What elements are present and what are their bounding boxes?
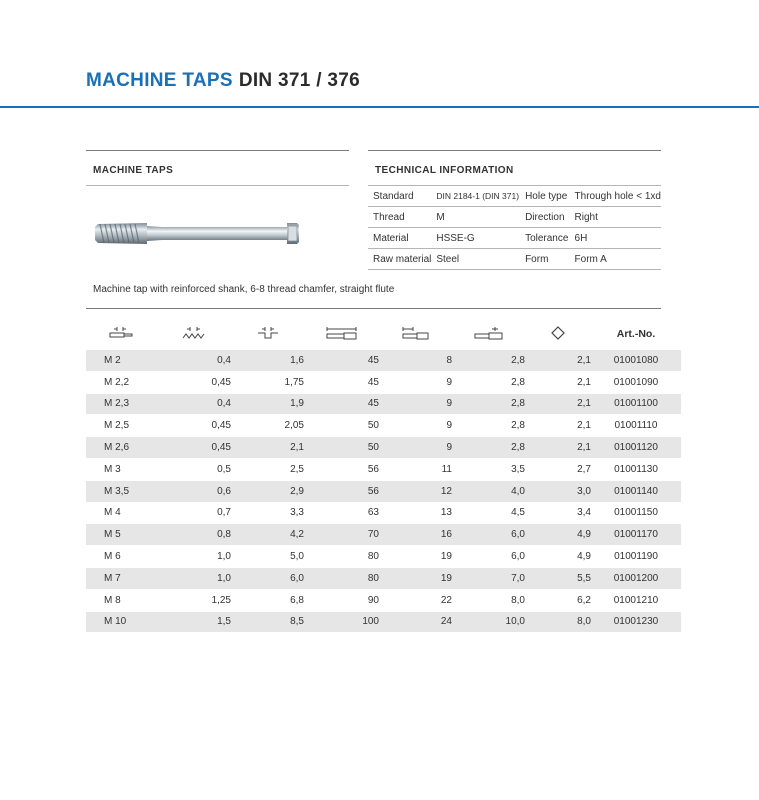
size-table-body [86,350,681,633]
thread-length-cell: 9 [379,393,452,415]
square-icon [525,318,591,350]
thread-length-cell: 19 [379,546,452,568]
pitch-icon [156,318,231,350]
total-length-cell: 50 [304,437,379,459]
thread-size-cell: M 5 [86,524,156,546]
tech-label: Direction [520,207,569,228]
pitch-cell: 0,45 [156,437,231,459]
table-row [86,502,681,524]
square-cell: 5,5 [525,567,591,589]
square-cell: 2,1 [525,371,591,393]
shank-diameter-cell: 4,5 [452,502,525,524]
shank-diameter-cell: 2,8 [452,350,525,371]
table-row [86,415,681,437]
art-no-cell: 01001120 [591,437,681,459]
drill-diameter-cell: 5,0 [231,546,304,568]
shank-diameter-cell: 7,0 [452,567,525,589]
pitch-cell: 0,8 [156,524,231,546]
thread-length-cell: 12 [379,480,452,502]
shank-diameter-cell: 2,8 [452,437,525,459]
thread-length-cell: 9 [379,371,452,393]
drill-diameter-cell: 6,0 [231,567,304,589]
thread-size-cell: M 7 [86,567,156,589]
thread-size-cell: M 2,6 [86,437,156,459]
thread-size-cell: M 3,5 [86,480,156,502]
art-no-cell: 01001190 [591,546,681,568]
technical-info-table [368,185,661,270]
thread-size-cell: M 2,2 [86,371,156,393]
art-no-cell: 01001090 [591,371,681,393]
art-no-cell: 01001140 [591,480,681,502]
art-no-cell: 01001230 [591,611,681,633]
drill-diameter-cell: 2,1 [231,437,304,459]
drill-diameter-cell: 2,5 [231,458,304,480]
pitch-cell: 0,5 [156,458,231,480]
technical-section-title: TECHNICAL INFORMATION [375,165,514,176]
thread-length-cell: 8 [379,350,452,371]
tech-row [368,228,661,249]
shank-diameter-icon [452,318,525,350]
page-title-main: MACHINE TAPS [86,70,233,91]
pitch-cell: 0,4 [156,350,231,371]
tech-label: Raw material [368,249,431,270]
table-row [86,350,681,371]
total-length-cell: 70 [304,524,379,546]
pitch-cell: 0,7 [156,502,231,524]
tech-value: Right [570,207,661,228]
total-length-cell: 90 [304,589,379,611]
thread-length-cell: 22 [379,589,452,611]
total-length-cell: 63 [304,502,379,524]
drill-diameter-cell: 1,6 [231,350,304,371]
product-description: Machine tap with reinforced shank, 6-8 thread chamfer, straight flute [93,284,395,295]
table-row [86,393,681,415]
art-no-cell: 01001130 [591,458,681,480]
page-title [86,70,360,92]
tech-label: Material [368,228,431,249]
thread-size-cell: M 8 [86,589,156,611]
square-cell: 2,7 [525,458,591,480]
tech-label: Hole type [520,186,569,207]
thread-size-cell: M 6 [86,546,156,568]
art-no-cell: 01001080 [591,350,681,371]
tech-value: Through hole < 1xd [570,186,661,207]
tech-label: Standard [368,186,431,207]
table-row [86,567,681,589]
pitch-cell: 0,6 [156,480,231,502]
square-cell: 4,9 [525,524,591,546]
drill-diameter-cell: 3,3 [231,502,304,524]
drill-diameter-cell: 1,75 [231,371,304,393]
table-row [86,458,681,480]
thread-length-cell: 9 [379,415,452,437]
table-row [86,437,681,459]
art-no-cell: 01001210 [591,589,681,611]
tech-value: Form A [570,249,661,270]
square-cell: 2,1 [525,437,591,459]
table-row [86,524,681,546]
total-length-cell: 45 [304,350,379,371]
tech-label: Form [520,249,569,270]
tech-row [368,249,661,270]
drill-diameter-icon [231,318,304,350]
thread-size-cell: M 4 [86,502,156,524]
tech-value: HSSE-G [431,228,520,249]
technical-section [368,150,661,185]
drill-diameter-cell: 1,9 [231,393,304,415]
product-section-title: MACHINE TAPS [86,151,349,186]
tech-row [368,207,661,228]
table-top-rule [86,308,661,309]
pitch-cell: 0,45 [156,415,231,437]
shank-diameter-cell: 6,0 [452,524,525,546]
drill-diameter-cell: 2,05 [231,415,304,437]
thread-size-cell: M 2,5 [86,415,156,437]
square-cell: 6,2 [525,589,591,611]
thread-length-cell: 11 [379,458,452,480]
art-no-cell: 01001100 [591,393,681,415]
square-cell: 2,1 [525,350,591,371]
pitch-cell: 1,0 [156,567,231,589]
drill-diameter-cell: 4,2 [231,524,304,546]
drill-diameter-cell: 2,9 [231,480,304,502]
thread-size-cell: M 2 [86,350,156,371]
art-no-header: Art.-No. [616,328,656,340]
table-row [86,589,681,611]
art-no-cell: 01001110 [591,415,681,437]
table-row [86,371,681,393]
total-length-cell: 45 [304,371,379,393]
shank-diameter-cell: 4,0 [452,480,525,502]
square-cell: 3,4 [525,502,591,524]
tech-value: Steel [431,249,520,270]
shank-diameter-cell: 8,0 [452,589,525,611]
pitch-cell: 1,0 [156,546,231,568]
tech-label: Tolerance [520,228,569,249]
total-length-cell: 80 [304,567,379,589]
pitch-cell: 1,25 [156,589,231,611]
total-length-cell: 56 [304,480,379,502]
table-row [86,546,681,568]
tech-label: Thread [368,207,431,228]
total-length-cell: 100 [304,611,379,633]
header-divider [0,106,759,108]
art-no-cell: 01001150 [591,502,681,524]
tech-value: DIN 2184-1 (DIN 371) [431,186,520,207]
product-section [86,150,349,186]
tech-value: 6H [570,228,661,249]
art-no-cell: 01001170 [591,524,681,546]
tech-row [368,186,661,207]
total-length-cell: 45 [304,393,379,415]
square-cell: 8,0 [525,611,591,633]
total-length-cell: 80 [304,546,379,568]
square-cell: 2,1 [525,393,591,415]
tech-value: M [431,207,520,228]
shank-diameter-cell: 2,8 [452,415,525,437]
shank-diameter-cell: 3,5 [452,458,525,480]
thread-length-cell: 13 [379,502,452,524]
total-length-icon [304,318,379,350]
size-table [86,318,681,633]
thread-size-icon [86,318,156,350]
page-title-standard: DIN 371 / 376 [238,70,360,91]
pitch-cell: 0,45 [156,371,231,393]
drill-diameter-cell: 8,5 [231,611,304,633]
shank-diameter-cell: 6,0 [452,546,525,568]
pitch-cell: 1,5 [156,611,231,633]
thread-length-cell: 16 [379,524,452,546]
pitch-cell: 0,4 [156,393,231,415]
shank-diameter-cell: 2,8 [452,371,525,393]
thread-size-cell: M 3 [86,458,156,480]
square-cell: 4,9 [525,546,591,568]
square-cell: 3,0 [525,480,591,502]
table-header-row [86,318,681,350]
art-no-cell: 01001200 [591,567,681,589]
thread-size-cell: M 10 [86,611,156,633]
thread-length-cell: 9 [379,437,452,459]
machine-tap-image [92,217,307,251]
shank-diameter-cell: 2,8 [452,393,525,415]
thread-length-cell: 19 [379,567,452,589]
thread-length-cell: 24 [379,611,452,633]
total-length-cell: 56 [304,458,379,480]
thread-length-icon [379,318,452,350]
thread-size-cell: M 2,3 [86,393,156,415]
drill-diameter-cell: 6,8 [231,589,304,611]
shank-diameter-cell: 10,0 [452,611,525,633]
square-cell: 2,1 [525,415,591,437]
total-length-cell: 50 [304,415,379,437]
table-row [86,480,681,502]
table-row [86,611,681,633]
